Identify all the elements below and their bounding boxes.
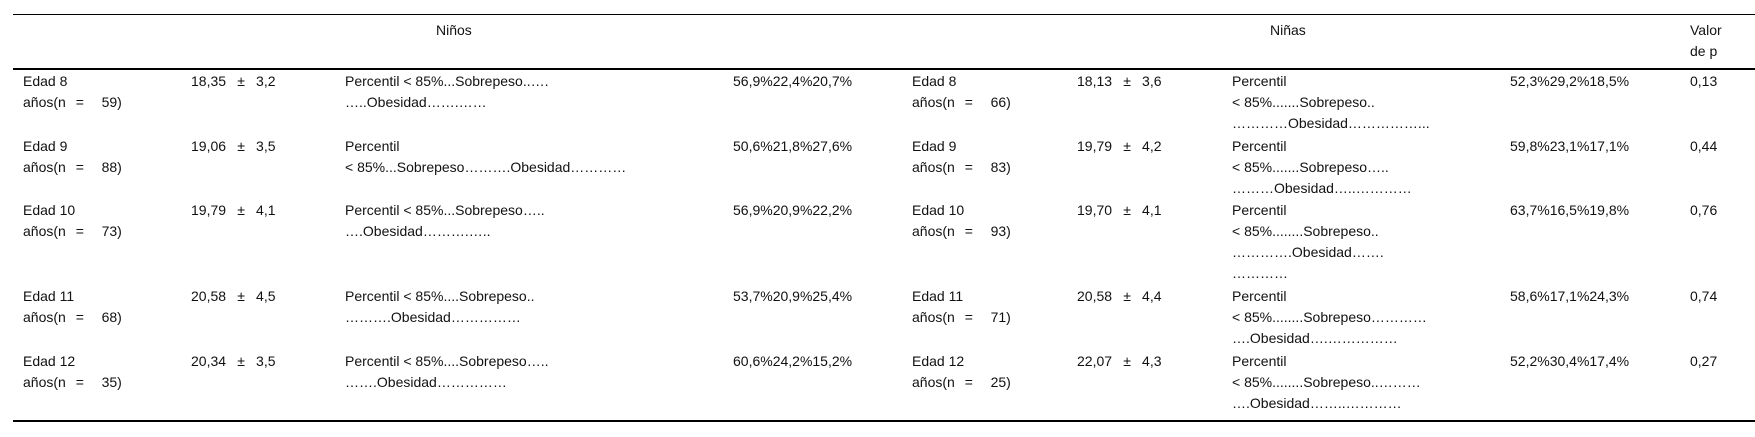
percentile-category-line: Percentil < 85%...Sobrepeso….. [345, 202, 545, 218]
equals-sign: = [75, 309, 84, 325]
sample-size [23, 372, 153, 393]
bmi-mean: 20,58 [191, 288, 227, 304]
bmi-mean-sd-cell [1077, 71, 1172, 92]
percentile-category-cell [345, 200, 545, 242]
percentile-category-line: Percentil [1232, 73, 1287, 89]
bmi-sd: 4,2 [1142, 138, 1162, 154]
bmi-mean: 19,70 [1077, 202, 1113, 218]
bmi-sd: 4,3 [1142, 353, 1162, 369]
age-group-cell [23, 286, 153, 328]
bmi-mean: 20,34 [191, 353, 227, 369]
percentage-values-cell: 52,3%29,2%18,5% [1510, 73, 1630, 89]
header-ninos: Niños [436, 22, 472, 38]
bmi-mean: 20,58 [1077, 288, 1113, 304]
equals-sign: = [964, 309, 973, 325]
bottom-rule [13, 420, 1755, 422]
percentile-category-line: < 85%.......Sobrepeso….. [1232, 159, 1389, 175]
sample-size [912, 92, 1042, 113]
bmi-sd: 3,5 [256, 138, 276, 154]
sample-size-prefix: años(n [912, 374, 955, 390]
percentage-values-cell: 60,6%24,2%15,2% [733, 353, 853, 369]
bmi-mean-sd-cell [191, 351, 286, 372]
percentage-values-cell: 59,8%23,1%17,1% [1510, 138, 1630, 154]
equals-sign: = [964, 223, 973, 239]
sample-size-prefix: años(n [912, 309, 955, 325]
age-group-cell [23, 351, 153, 393]
percentile-category-line: Percentil [345, 138, 400, 154]
age-group-cell [912, 286, 1042, 328]
bmi-mean-sd-cell [191, 286, 286, 307]
age-group-cell [23, 71, 153, 113]
equals-sign: = [964, 374, 973, 390]
bmi-sd: 4,5 [256, 288, 276, 304]
equals-sign: = [964, 94, 973, 110]
p-value-cell: 0,76 [1690, 202, 1718, 218]
plus-minus-sign: ± [1123, 202, 1131, 218]
plus-minus-sign: ± [1123, 288, 1131, 304]
equals-sign: = [75, 223, 84, 239]
percentage-values-cell: 56,9%20,9%22,2% [733, 202, 853, 218]
bmi-mean: 18,13 [1077, 73, 1113, 89]
percentile-category-line: ………Obesidad…..………… [1232, 180, 1412, 196]
plus-minus-sign: ± [1123, 138, 1131, 154]
sample-size-value: 59) [101, 94, 122, 110]
percentile-category-line: < 85%.......Sobrepeso.. [1232, 94, 1375, 110]
header-valor-p-line2: de p [1690, 43, 1718, 59]
sample-size-prefix: años(n [23, 94, 66, 110]
header-valor-p [1690, 20, 1722, 62]
sample-size-value: 68) [101, 309, 122, 325]
percentile-category-cell [345, 71, 549, 113]
sample-size [23, 307, 153, 328]
sample-size-value: 93) [990, 223, 1011, 239]
equals-sign: = [75, 159, 84, 175]
top-rule [13, 14, 1755, 15]
age-label: Edad 10 [912, 202, 965, 218]
bmi-sd: 3,6 [1142, 73, 1162, 89]
bmi-mean: 19,79 [1077, 138, 1113, 154]
bmi-mean-sd-cell [1077, 351, 1172, 372]
age-group-cell [23, 200, 153, 242]
sample-size [23, 92, 153, 113]
sample-size-prefix: años(n [912, 94, 955, 110]
percentile-category-cell [1232, 71, 1430, 134]
equals-sign: = [964, 159, 973, 175]
bmi-mean-sd-cell [191, 136, 286, 157]
header-ninas: Niñas [1270, 22, 1306, 38]
percentage-values-cell: 56,9%22,4%20,7% [733, 73, 853, 89]
sample-size-value: 88) [101, 159, 122, 175]
bmi-sd: 4,1 [1142, 202, 1162, 218]
sample-size-prefix: años(n [23, 159, 66, 175]
age-label: Edad 9 [23, 138, 68, 154]
age-label: Edad 9 [912, 138, 957, 154]
bmi-sd: 4,1 [256, 202, 276, 218]
percentile-category-line: ….Obesidad……..………… [1232, 395, 1402, 411]
age-label: Edad 11 [23, 288, 75, 304]
sample-size [912, 372, 1042, 393]
percentile-category-line: Percentil < 85%....Sobrepeso.. [345, 288, 535, 304]
plus-minus-sign: ± [237, 288, 245, 304]
percentage-values-cell: 63,7%16,5%19,8% [1510, 202, 1630, 218]
sample-size [23, 157, 153, 178]
percentile-category-line: …..Obesidad…….…… [345, 94, 487, 110]
table-row [0, 200, 1755, 280]
percentile-category-line: < 85%...Sobrepeso……….Obesidad………… [345, 159, 627, 175]
plus-minus-sign: ± [237, 353, 245, 369]
age-group-cell [912, 71, 1042, 113]
percentile-category-line: Percentil [1232, 288, 1287, 304]
percentile-category-line: …….Obesidad…………… [345, 374, 507, 390]
sample-size-prefix: años(n [23, 309, 66, 325]
sample-size [912, 221, 1042, 242]
sample-size [912, 307, 1042, 328]
percentile-category-line: Percentil [1232, 353, 1287, 369]
bmi-mean-sd-cell [191, 200, 286, 221]
p-value-cell: 0,44 [1690, 138, 1718, 154]
sample-size-value: 83) [990, 159, 1011, 175]
equals-sign: = [75, 94, 84, 110]
sample-size-value: 35) [101, 374, 122, 390]
age-label: Edad 8 [23, 73, 68, 89]
sample-size-prefix: años(n [23, 374, 66, 390]
header-valor-p-line1: Valor [1690, 22, 1722, 38]
percentile-category-cell [345, 351, 549, 393]
bmi-mean: 19,06 [191, 138, 227, 154]
sample-size-value: 25) [990, 374, 1011, 390]
age-label: Edad 12 [23, 353, 76, 369]
plus-minus-sign: ± [1123, 73, 1131, 89]
bmi-mean: 18,35 [191, 73, 227, 89]
p-value-cell: 0,74 [1690, 288, 1718, 304]
sample-size [23, 221, 153, 242]
bmi-sd: 3,5 [256, 353, 276, 369]
sample-size-prefix: años(n [912, 223, 955, 239]
p-value-cell: 0,13 [1690, 73, 1718, 89]
percentile-category-cell [345, 136, 626, 178]
equals-sign: = [75, 374, 84, 390]
bmi-mean: 19,79 [191, 202, 227, 218]
sample-size-value: 73) [101, 223, 122, 239]
bmi-mean: 22,07 [1077, 353, 1113, 369]
percentile-category-line: ….Obesidad……….….. [345, 223, 491, 239]
age-group-cell [912, 351, 1042, 393]
percentile-category-line: Percentil < 85%...Sobrepeso..…. [345, 73, 549, 89]
percentile-category-line: ………… [1232, 265, 1288, 281]
plus-minus-sign: ± [237, 73, 245, 89]
header-rule [13, 68, 1755, 70]
p-value-cell: 0,27 [1690, 353, 1718, 369]
bmi-mean-sd-cell [1077, 200, 1172, 221]
bmi-mean-sd-cell [1077, 136, 1172, 157]
percentile-category-cell [345, 286, 535, 328]
table-row [0, 351, 1755, 431]
age-label: Edad 12 [912, 353, 965, 369]
bmi-mean-sd-cell [191, 71, 286, 92]
age-label: Edad 10 [23, 202, 76, 218]
bmi-mean-sd-cell [1077, 286, 1172, 307]
percentile-category-line: …………Obesidad……………... [1232, 115, 1430, 131]
percentage-values-cell: 53,7%20,9%25,4% [733, 288, 853, 304]
percentile-category-cell [1232, 200, 1384, 284]
percentile-category-cell [1232, 286, 1427, 349]
plus-minus-sign: ± [237, 138, 245, 154]
plus-minus-sign: ± [1123, 353, 1131, 369]
percentage-values-cell: 58,6%17,1%24,3% [1510, 288, 1630, 304]
sample-size-value: 66) [990, 94, 1011, 110]
sample-size-prefix: años(n [912, 159, 955, 175]
sample-size-value: 71) [990, 309, 1011, 325]
percentile-category-cell [1232, 136, 1412, 199]
percentile-category-line: ………….Obesidad……. [1232, 244, 1384, 260]
percentile-category-line: < 85%........Sobrepeso………… [1232, 309, 1427, 325]
plus-minus-sign: ± [237, 202, 245, 218]
percentage-values-cell: 50,6%21,8%27,6% [733, 138, 853, 154]
percentage-values-cell: 52,2%30,4%17,4% [1510, 353, 1630, 369]
percentile-category-line: < 85%........Sobrepeso..……… [1232, 374, 1421, 390]
sample-size-prefix: años(n [23, 223, 66, 239]
percentile-category-line: ….Obesidad….…………… [1232, 330, 1398, 346]
percentile-category-line: < 85%........Sobrepeso.. [1232, 223, 1379, 239]
percentile-category-line: Percentil [1232, 202, 1287, 218]
age-label: Edad 11 [912, 288, 964, 304]
bmi-sd: 3,2 [256, 73, 276, 89]
age-group-cell [23, 136, 153, 178]
percentile-category-line: Percentil [1232, 138, 1287, 154]
age-label: Edad 8 [912, 73, 957, 89]
sample-size [912, 157, 1042, 178]
percentile-category-line: Percentil < 85%....Sobrepeso….. [345, 353, 549, 369]
percentile-category-cell [1232, 351, 1421, 414]
age-group-cell [912, 200, 1042, 242]
percentile-category-line: ……….Obesidad…………… [345, 309, 521, 325]
bmi-sd: 4,4 [1142, 288, 1162, 304]
age-group-cell [912, 136, 1042, 178]
